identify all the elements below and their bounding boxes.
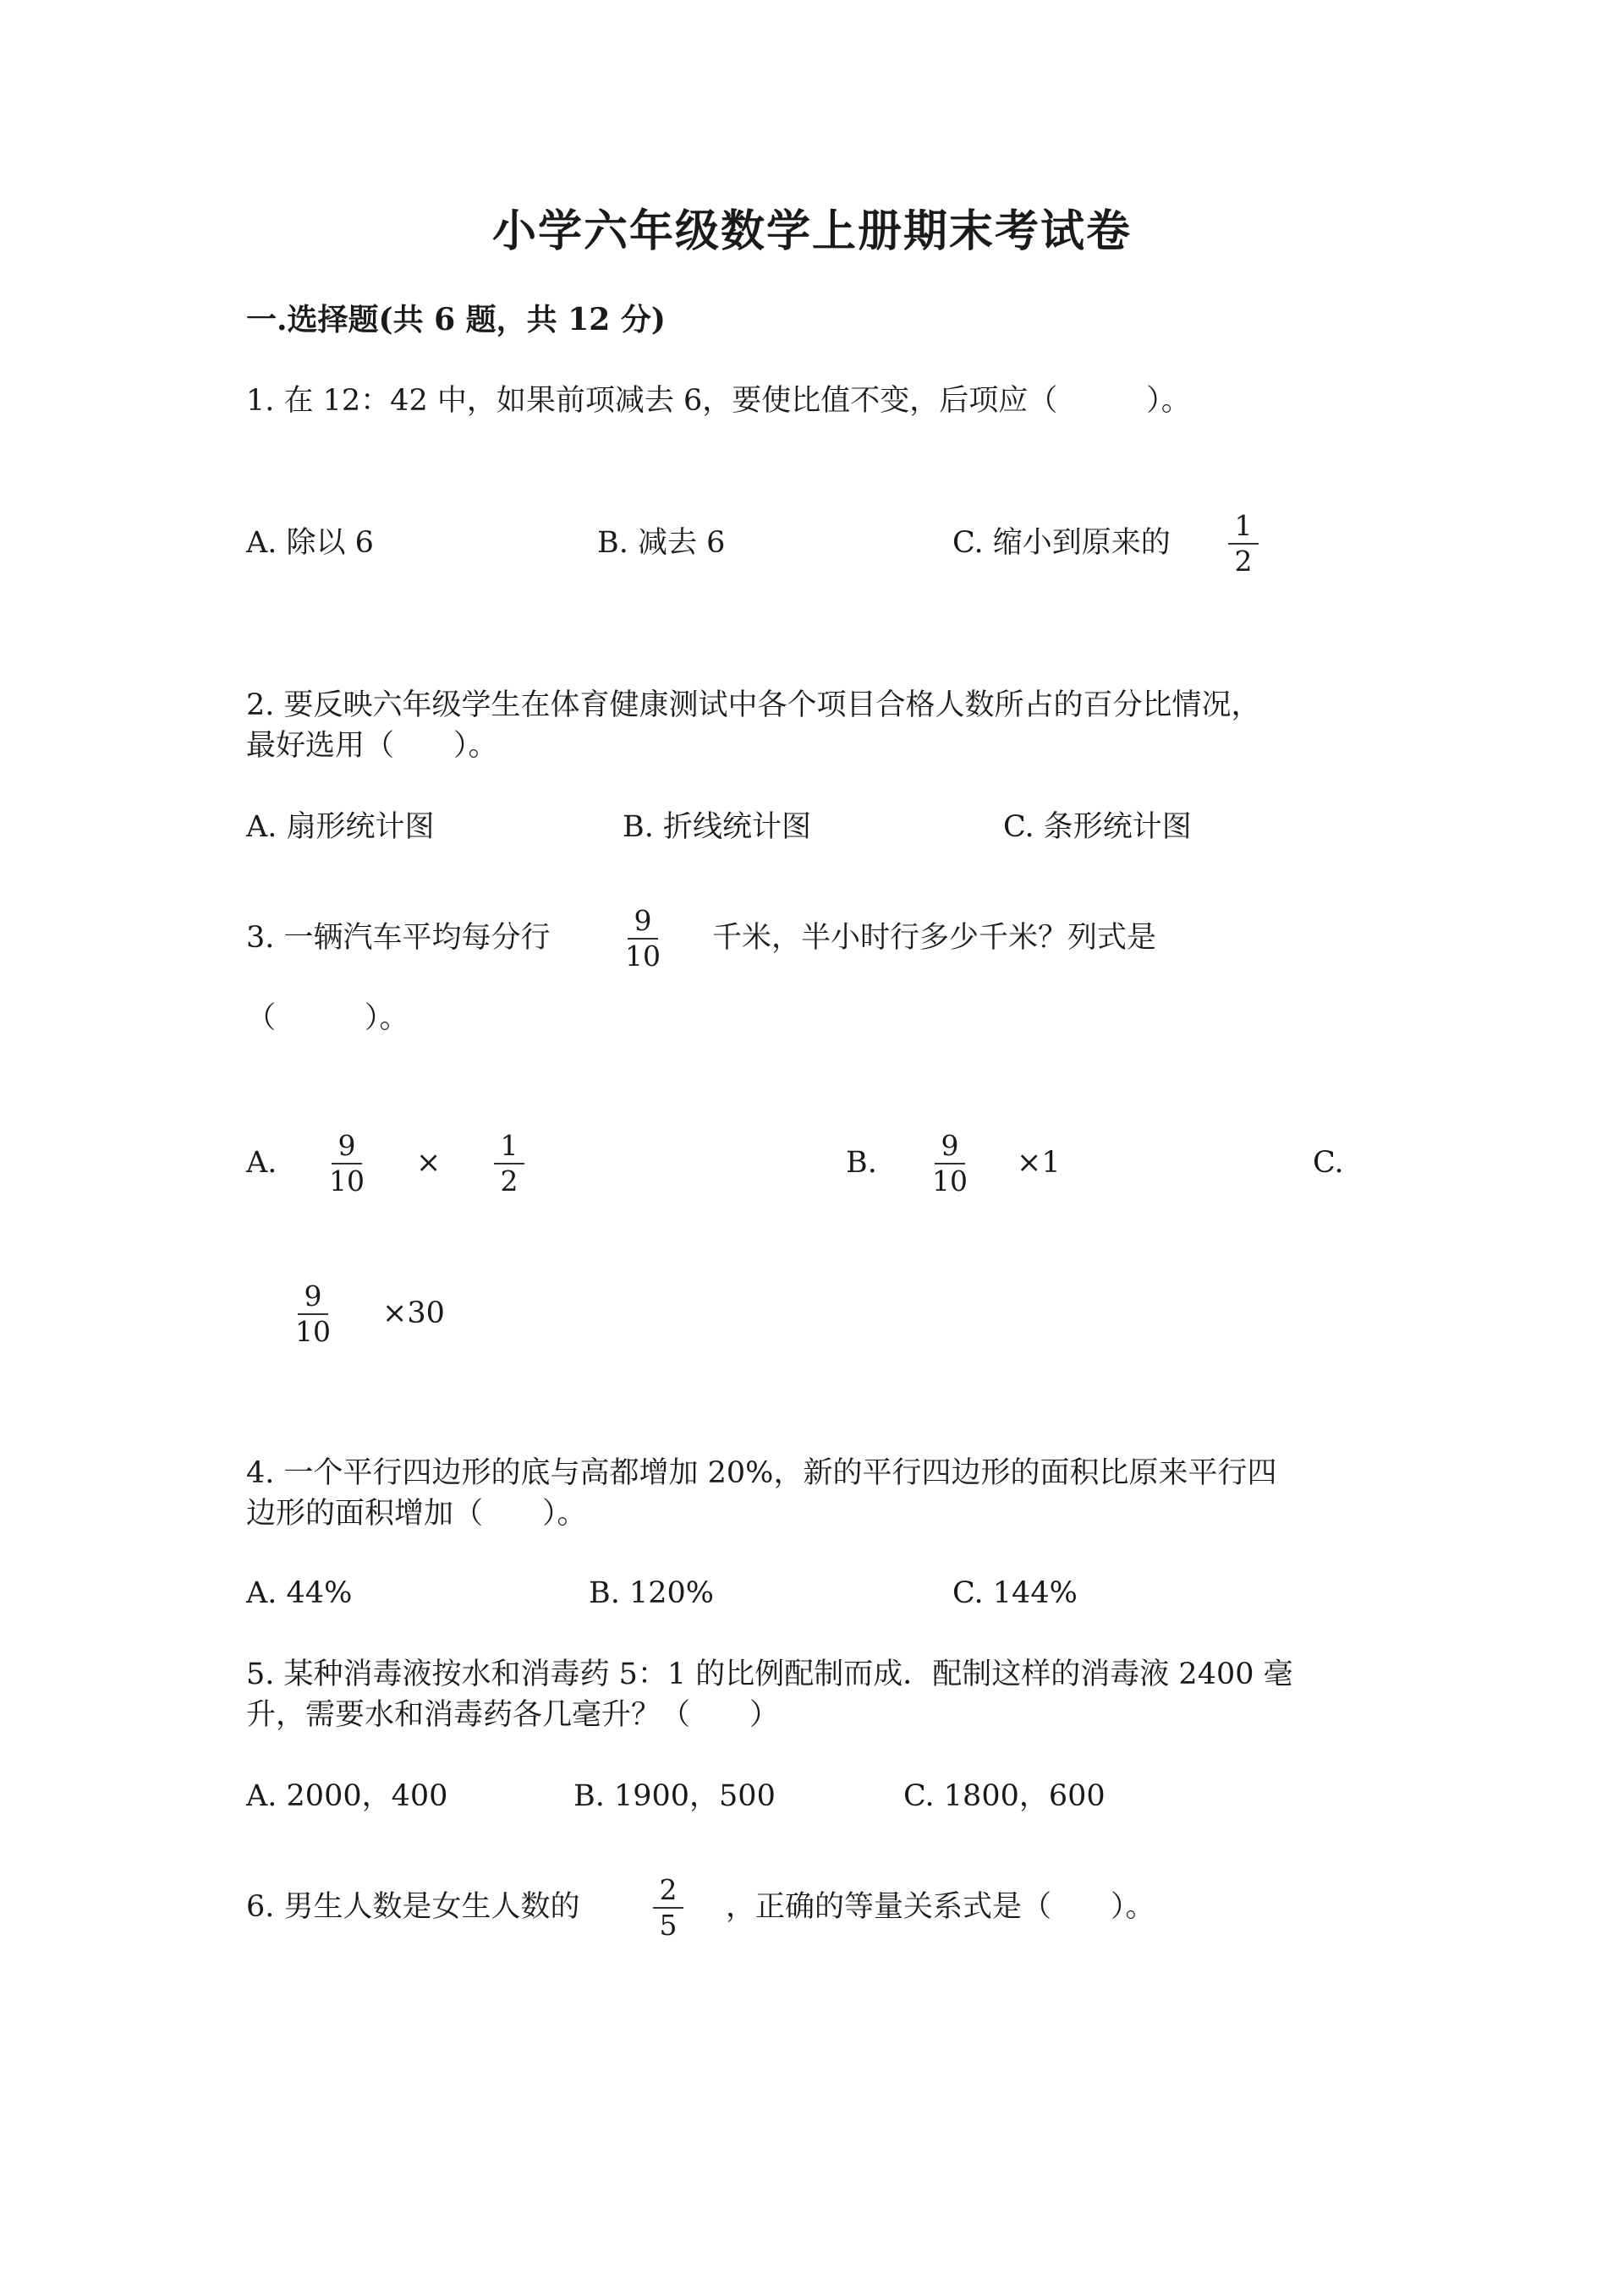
question-3-option-a-fraction-1: 9 10 [329,1129,365,1197]
question-5-option-c: C. 1800，600 [903,1779,1106,1813]
question-3-option-a-fraction-2: 1 2 [486,1131,533,1197]
question-2-option-a: A. 扇形统计图 [246,810,435,844]
section-heading: 一.选择题(共 6 题，共 12 分) [246,302,666,337]
question-3-option-b-rest: ×1 [1017,1146,1061,1180]
question-5-option-a: A. 2000，400 [246,1779,448,1813]
question-6-stem-prefix: 6. 男生人数是女生人数的 [246,1890,580,1924]
question-4-stem-line-2: 边形的面积增加（ ）。 [246,1497,587,1531]
question-3-option-c-fraction: 9 10 [295,1280,331,1348]
question-4-option-b: B. 120% [589,1576,715,1610]
question-2-stem-line-2: 最好选用（ ）。 [246,729,498,763]
question-3-option-a-operator: × [416,1146,442,1180]
question-4-option-c: C. 144% [952,1576,1078,1610]
question-1-stem: 1. 在 12：42 中，如果前项减去 6，要使比值不变，后项应（ ）。 [246,384,1191,418]
question-2-option-b: B. 折线统计图 [623,810,811,844]
question-6-stem-suffix: ，正确的等量关系式是（ ）。 [726,1890,1155,1924]
question-5-option-b: B. 1900，500 [573,1779,776,1813]
question-4-option-a: A. 44% [246,1576,353,1610]
question-1-option-c: C. 缩小到原来的 [952,526,1171,560]
question-5-stem-line-1: 5. 某种消毒液按水和消毒药 5：1 的比例配制而成．配制这样的消毒液 2400 毫 [246,1658,1293,1691]
question-1-option-b: B. 减去 6 [597,526,726,560]
question-1-option-c-fraction: 1 2 [1220,511,1267,577]
question-3-option-a-label: A. [246,1146,277,1180]
question-5-stem-line-2: 升，需要水和消毒药各几毫升？（ ） [246,1698,780,1732]
question-3-option-c-label: C. [1313,1146,1344,1180]
question-6-stem-fraction: 2 5 [645,1875,692,1941]
question-1-option-a: A. 除以 6 [246,526,374,560]
page-title: 小学六年级数学上册期末考试卷 [491,205,1132,257]
question-3-stem-suffix: 千米，半小时行多少千米？列式是 [712,921,1157,955]
question-3-option-b-fraction: 9 10 [932,1129,968,1197]
question-3-stem-line-2: （ ）。 [246,1001,409,1035]
question-4-stem-line-1: 4. 一个平行四边形的底与高都增加 20%，新的平行四边形的面积比原来平行四 [246,1456,1277,1490]
question-3-option-b-label: B. [846,1146,877,1180]
question-3-option-c-rest: ×30 [382,1296,445,1330]
question-3-stem-fraction: 9 10 [625,904,661,973]
question-3-stem-prefix: 3. 一辆汽车平均每分行 [246,921,551,955]
question-2-stem-line-1: 2. 要反映六年级学生在体育健康测试中各个项目合格人数所占的百分比情况， [246,688,1261,722]
question-2-option-c: C. 条形统计图 [1003,810,1192,844]
